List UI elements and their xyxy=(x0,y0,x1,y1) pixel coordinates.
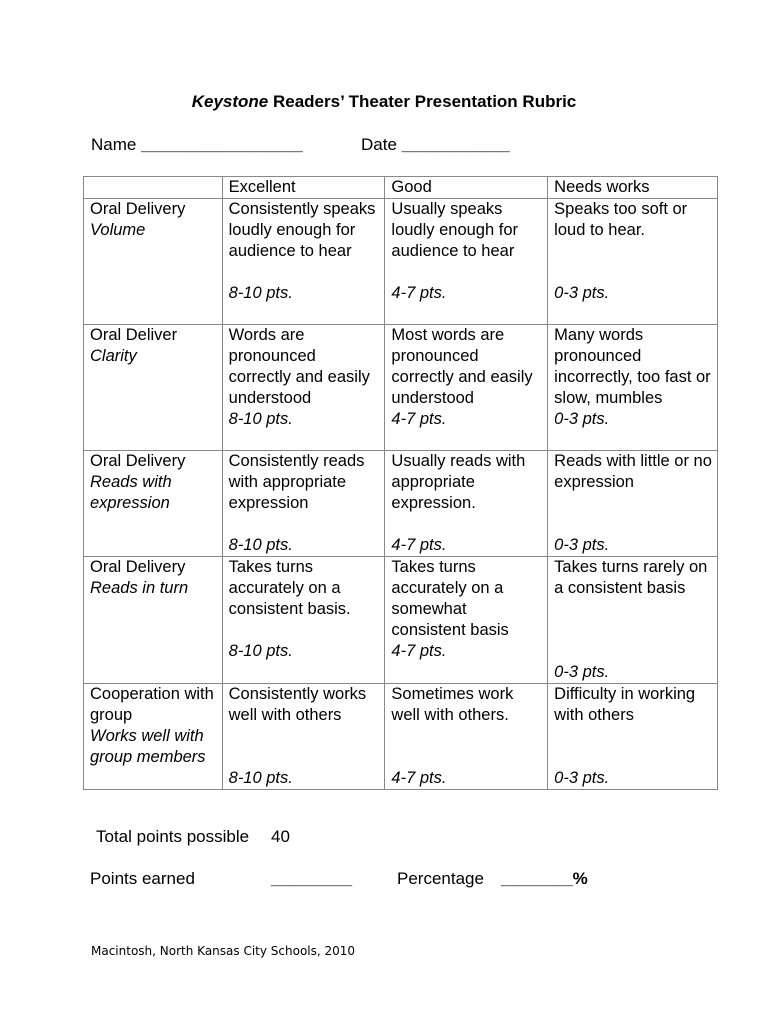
category-cell xyxy=(84,325,223,451)
header-cell-needs-works: Needs works xyxy=(548,177,718,199)
credit-footer: Macintosh, North Kansas City Schools, 2010 xyxy=(91,944,356,958)
percentage-label: Percentage xyxy=(397,869,484,888)
table-row xyxy=(84,451,718,557)
needs-pts: 0-3 pts. xyxy=(554,284,610,302)
needs-cell xyxy=(548,557,718,684)
excellent-text: Takes turns accurately on a consistent basis. xyxy=(228,558,351,618)
excellent-text: Words are pronounced correctly and easily understood xyxy=(228,326,370,407)
subcategory-label: Reads in turn xyxy=(90,579,189,597)
needs-text: Takes turns rarely on a consistent basis xyxy=(554,558,708,597)
needs-text: Reads with little or no expression xyxy=(554,452,712,491)
table-row xyxy=(84,684,718,790)
needs-cell xyxy=(548,199,718,325)
name-blank: __________________ xyxy=(141,135,303,154)
percentage-blank: ________% xyxy=(501,869,588,888)
needs-pts: 0-3 pts. xyxy=(554,769,610,787)
needs-text: Difficulty in working with others xyxy=(554,685,696,724)
category-label: Oral Deliver xyxy=(90,326,178,344)
excellent-text: Consistently works well with others xyxy=(228,685,367,724)
needs-pts: 0-3 pts. xyxy=(554,410,610,428)
points-earned-line xyxy=(90,869,588,889)
table-row xyxy=(84,199,718,325)
good-pts: 4-7 pts. xyxy=(391,642,447,660)
name-label: Name xyxy=(91,135,137,154)
date-blank: ____________ xyxy=(401,135,510,154)
excellent-pts: 8-10 pts. xyxy=(228,284,293,302)
subcategory-label: Volume xyxy=(90,221,146,239)
excellent-cell xyxy=(222,325,385,451)
good-text: Sometimes work well with others. xyxy=(391,685,514,724)
page-title xyxy=(0,92,768,112)
category-cell xyxy=(84,199,223,325)
good-cell xyxy=(385,557,548,684)
needs-cell xyxy=(548,325,718,451)
category-cell xyxy=(84,557,223,684)
good-cell xyxy=(385,684,548,790)
good-pts: 4-7 pts. xyxy=(391,769,447,787)
good-text: Most words are pronounced correctly and easily understood xyxy=(391,326,533,407)
total-points-line xyxy=(96,827,290,847)
needs-text: Many words pronounced incorrectly, too fast or slow, mumbles xyxy=(554,326,711,407)
header-cell-empty xyxy=(84,177,223,199)
table-row xyxy=(84,557,718,684)
excellent-cell xyxy=(222,451,385,557)
date-label: Date xyxy=(361,135,397,154)
excellent-pts: 8-10 pts. xyxy=(228,536,293,554)
category-label: Oral Delivery xyxy=(90,200,186,218)
good-text: Usually reads with appropriate expression. xyxy=(391,452,526,512)
good-cell xyxy=(385,325,548,451)
excellent-cell xyxy=(222,684,385,790)
good-pts: 4-7 pts. xyxy=(391,284,447,302)
category-label: Oral Delivery xyxy=(90,452,186,470)
header-cell-good: Good xyxy=(385,177,548,199)
category-label: Oral Delivery xyxy=(90,558,186,576)
points-earned-blank: _________ xyxy=(271,869,352,888)
title-italic: Keystone xyxy=(191,92,269,111)
total-points-label: Total points possible xyxy=(96,827,250,846)
good-cell xyxy=(385,199,548,325)
needs-pts: 0-3 pts. xyxy=(554,663,610,681)
points-earned-label: Points earned xyxy=(90,869,195,888)
total-points-value: 40 xyxy=(271,827,290,846)
name-line xyxy=(91,135,302,155)
excellent-pts: 8-10 pts. xyxy=(228,642,293,660)
good-pts: 4-7 pts. xyxy=(391,410,447,428)
category-label: Cooperation with group xyxy=(90,685,214,724)
needs-pts: 0-3 pts. xyxy=(554,536,610,554)
excellent-cell xyxy=(222,199,385,325)
header-cell-excellent: Excellent xyxy=(222,177,385,199)
subcategory-label: Works well with group members xyxy=(90,727,206,766)
subcategory-label: Clarity xyxy=(90,347,137,365)
date-line xyxy=(361,135,509,155)
category-cell xyxy=(84,451,223,557)
table-header-row xyxy=(84,177,718,199)
excellent-text: Consistently speaks loudly enough for audience to hear xyxy=(228,200,376,260)
category-cell xyxy=(84,684,223,790)
needs-cell xyxy=(548,451,718,557)
good-text: Takes turns accurately on a somewhat consistent basis xyxy=(391,558,509,639)
excellent-cell xyxy=(222,557,385,684)
title-rest: Readers’ Theater Presentation Rubric xyxy=(268,92,577,111)
good-text: Usually speaks loudly enough for audience to hear xyxy=(391,200,519,260)
rubric-table xyxy=(83,176,718,790)
good-pts: 4-7 pts. xyxy=(391,536,447,554)
needs-text: Speaks too soft or loud to hear. xyxy=(554,200,688,239)
excellent-pts: 8-10 pts. xyxy=(228,410,293,428)
subcategory-label: Reads with expression xyxy=(90,473,172,512)
needs-cell xyxy=(548,684,718,790)
table-row xyxy=(84,325,718,451)
good-cell xyxy=(385,451,548,557)
excellent-text: Consistently reads with appropriate expression xyxy=(228,452,365,512)
excellent-pts: 8-10 pts. xyxy=(228,769,293,787)
